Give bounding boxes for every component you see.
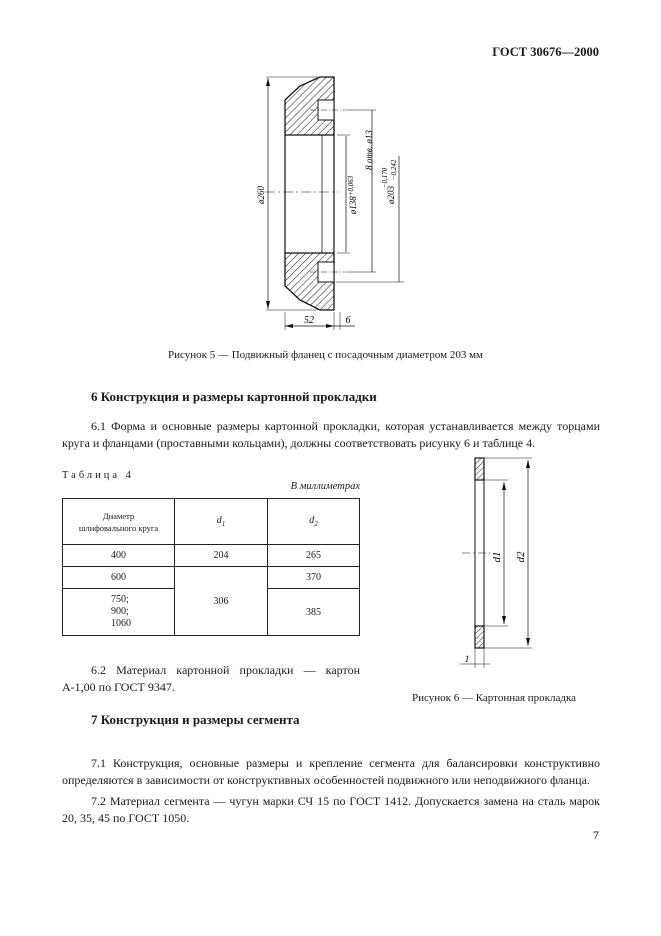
dim-d1: d1 xyxy=(491,551,503,563)
cell-diameter: 750; 900; 1060 xyxy=(63,589,175,636)
cell-diameter: 600 xyxy=(63,567,175,589)
header-d1: $d_1$ xyxy=(175,499,268,545)
gasket-section xyxy=(462,458,490,648)
flange-lower-section xyxy=(285,253,345,310)
table-row xyxy=(63,567,360,589)
cell-d1-shared: 306 xyxy=(175,567,268,636)
section7-heading: 7 Конструкция и размеры сегмента xyxy=(91,712,300,727)
dim-d260: ø260 xyxy=(256,186,266,204)
header-wheel-diameter: Диаметр шлифовального круга xyxy=(63,499,175,545)
flange-bore xyxy=(265,135,338,253)
table4-title: Таблица 4 xyxy=(62,470,134,481)
header-d2: $d_2$ xyxy=(268,499,360,545)
cell-diameter: 400 xyxy=(63,545,175,567)
section7-paragraph-1: 7.1 Конструкция, основные размеры и крепление сегмента для балансировки конструктивно определяются в зависимости от конструктивных особенностей подвижного или неподвижного фланца. xyxy=(62,756,600,787)
figure5-drawing xyxy=(240,65,420,340)
table4-units: В миллиметрах xyxy=(290,481,360,492)
dim-w6: 6 xyxy=(345,315,351,326)
page-number: 7 xyxy=(593,828,599,842)
cell-d2: 370 xyxy=(268,567,360,589)
section6-paragraph-2: 6.2 Материал картонной прокладки — картон А-1,00 по ГОСТ 9347. xyxy=(62,663,360,694)
cell-d2: 265 xyxy=(268,545,360,567)
dim-d203-tol-upper: −0,170 xyxy=(381,167,389,189)
dim-w52: 52 xyxy=(304,315,314,326)
dim-w1: 1 xyxy=(464,654,470,664)
section7-paragraph-2: 7.2 Материал сегмента — чугун марки СЧ 15 по ГОСТ 1412. Допускается замена на сталь марок 20, 35, 45 по ГОСТ 1050. xyxy=(62,794,600,825)
section6-paragraph-1: 6.1 Форма и основные размеры картонной прокладки, которая устанавливается между торцами круга и фланцами (проставными кольцами), должны соответствовать рисунку 6 и таблице 4. xyxy=(62,419,600,450)
table-row xyxy=(63,545,360,567)
standard-number: ГОСТ 30676—2000 xyxy=(492,45,599,59)
dim-holes: 8 отв. ø13 xyxy=(364,130,374,170)
section6-heading: 6 Конструкция и размеры картонной прокладки xyxy=(91,389,377,404)
dim-d2: d2 xyxy=(515,551,527,563)
figure5-caption: Рисунок 5 — Подвижный фланец с посадочным диаметром 203 мм xyxy=(168,349,484,361)
figure6-caption: Рисунок 6 — Картонная прокладка xyxy=(412,692,577,704)
dim-d138: $ø138^{+0,063}$ xyxy=(347,175,358,215)
figure6-drawing xyxy=(450,450,540,680)
cell-d2: 385 xyxy=(268,589,360,636)
table-header-row xyxy=(63,499,360,545)
cell-d1: 204 xyxy=(175,545,268,567)
dim-d203-tol-lower: −0,242 xyxy=(390,159,398,181)
table4 xyxy=(62,498,360,636)
flange-upper-section xyxy=(285,77,345,135)
dim-d203: ø203 xyxy=(386,186,396,204)
